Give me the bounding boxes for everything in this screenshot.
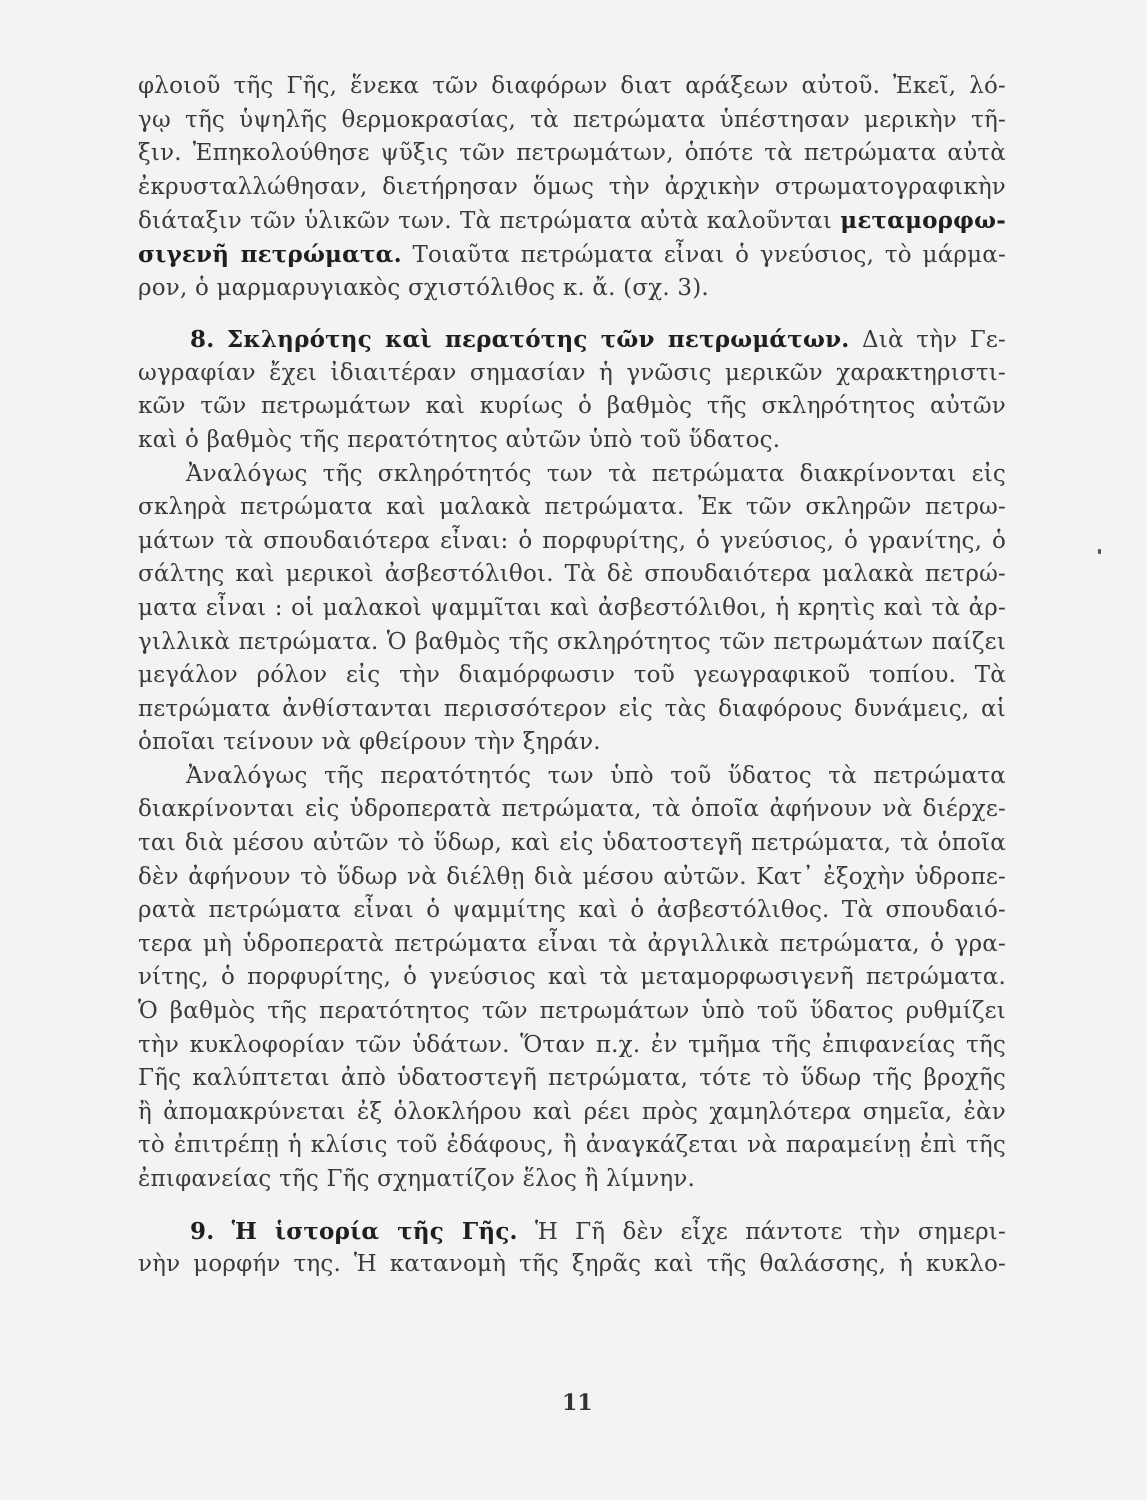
text-line: γῳ τῆς ὑψηλῆς θερμοκρασίας, τὰ πετρώματα ὑπέστησαν μερικὴν τῆ-: [138, 106, 1006, 133]
text-line: ρον, ὁ μαρμαρυγιακὸς σχιστόλιθος κ. ἄ. (σχ. 3).: [138, 274, 709, 301]
text-line: γιλλικὰ πετρώματα. Ὁ βαθμὸς τῆς σκληρότητος τῶν πετρωμάτων παίζει: [138, 628, 1006, 655]
text-line: ωγραφίαν ἔχει ἰδιαιτέραν σημασίαν ἡ γνῶσις μερικῶν χαρακτηριστι-: [138, 359, 1006, 386]
section-title: Ἡ ἱστορία τῆς Γῆς.: [231, 1217, 518, 1245]
text-line: διακρίνονται εἰς ὑδροπερατὰ πετρώματα, τὰ ὁποῖα ἀφήνουν νὰ διέρχε-: [138, 796, 1006, 823]
text-line: δὲν ἀφήνουν τὸ ὕδωρ νὰ διέλθῃ διὰ μέσου αὐτῶν. Κατ᾽ ἐξοχὴν ὑδροπε-: [138, 863, 1006, 890]
text-line: σκληρὰ πετρώματα καὶ μαλακὰ πετρώματα. Ἐκ τῶν σκληρῶν πετρω-: [138, 494, 1006, 521]
text-line: Γῆς καλύπτεται ἀπὸ ὑδατοστεγῆ πετρώματα, τότε τὸ ὕδωρ τῆς βροχῆς: [138, 1065, 1006, 1092]
text-line: πετρώματα ἀνθίστανται περισσότερον εἰς τὰς διαφόρους δυνάμεις, αἱ: [138, 695, 1006, 722]
text-line: ματα εἶναι : οἱ μαλακοὶ ψαμμῖται καὶ ἀσβεστόλιθοι, ἡ κρητὶς καὶ τὰ ἀρ-: [138, 594, 1006, 621]
section-number: 9.: [190, 1217, 215, 1245]
text-line: ται διὰ μέσου αὐτῶν τὸ ὕδωρ, καὶ εἰς ὑδατοστεγῆ πετρώματα, τὰ ὁποῖα: [138, 830, 1006, 857]
text-line: σάλτης καὶ μερικοὶ ἀσβεστόλιθοι. Τὰ δὲ σπουδαιότερα μαλακὰ πετρώ-: [138, 561, 1006, 588]
text-line: τερα μὴ ὑδροπερατὰ πετρώματα εἶναι τὰ ἀργιλλικὰ πετρώματα, ὁ γρα-: [138, 930, 1006, 957]
section-title: Σκληρότης καὶ περατότης τῶν πετρωμάτων.: [226, 326, 850, 354]
page-text: [138, 70, 1006, 1282]
text-line: Ἀναλόγως τῆς σκληρότητός των τὰ πετρώματα διακρίνονται εἰς: [186, 460, 1006, 487]
text-line: ἐκρυσταλλώθησαν, διετήρησαν ὅμως τὴν ἀρχικὴν στρωματογραφικὴν: [138, 173, 1006, 200]
text-line: κῶν τῶν πετρωμάτων καὶ κυρίως ὁ βαθμὸς τῆς σκληρότητος αὐτῶν: [138, 393, 1006, 420]
text-line: ἢ ἀπομακρύνεται ἐξ ὁλοκλήρου καὶ ρέει πρὸς χαμηλότερα σημεῖα, ἐὰν: [138, 1098, 1006, 1125]
text-line: [138, 204, 1006, 238]
section-heading-line: [138, 1215, 1006, 1249]
text-line: ξιν. Ἐπηκολούθησε ψῦξις τῶν πετρωμάτων, ὁπότε τὰ πετρώματα αὐτὰ: [138, 140, 1006, 167]
text-line: [138, 238, 1006, 272]
text-fragment: διάταξιν τῶν ὑλικῶν των. Τὰ πετρώματα αὐτὰ καλοῦνται: [138, 208, 833, 235]
scan-speck: [1098, 549, 1101, 554]
text-line: νίτης, ὁ πορφυρίτης, ὁ γνεύσιος καὶ τὰ μεταμορφωσιγενῆ πετρώματα.: [138, 964, 1006, 991]
text-line: φλοιοῦ τῆς Γῆς, ἕνεκα τῶν διαφόρων διατ αράξεων αὐτοῦ. Ἐκεῖ, λό-: [138, 73, 1006, 99]
text-line: μεγάλον ρόλον εἰς τὴν διαμόρφωσιν τοῦ γεωγραφικοῦ τοπίου. Τὰ: [138, 662, 1006, 689]
text-fragment: Τοιαῦτα πετρώματα εἶναι ὁ γνεύσιος, τὸ μάρμα-: [401, 241, 1006, 268]
text-line: ρατὰ πετρώματα εἶναι ὁ ψαμμίτης καὶ ὁ ἀσβεστόλιθος. Τὰ σπουδαιό-: [138, 897, 1006, 924]
text-line: τὴν κυκλοφορίαν τῶν ὑδάτων. Ὅταν π.χ. ἐν τμῆμα τῆς ἐπιφανείας τῆς: [138, 1031, 1006, 1058]
section-heading-line: [138, 323, 1006, 357]
section-gap: [138, 1197, 1006, 1215]
bold-term: σιγενῆ πετρώματα.: [138, 240, 402, 268]
text-fragment: Ἡ Γῆ δὲν εἶχε πάντοτε τὴν σημερι-: [517, 1218, 1006, 1245]
text-line: νὴν μορφήν της. Ἡ κατανομὴ τῆς ξηρᾶς καὶ τῆς θαλάσσης, ἡ κυκλο-: [138, 1251, 1006, 1278]
text-line: ἐπιφανείας τῆς Γῆς σχηματίζον ἕλος ἢ λίμνην.: [138, 1166, 696, 1192]
page-number: 11: [562, 1390, 593, 1416]
section-number: 8.: [190, 326, 215, 354]
text-line: μάτων τὰ σπουδαιότερα εἶναι: ὁ πορφυρίτης, ὁ γνεύσιος, ὁ γρανίτης, ὁ: [138, 527, 1006, 554]
text-line: ὁποῖαι τείνουν νὰ φθείρουν τὴν ξηράν.: [138, 729, 601, 756]
text-fragment: Διὰ τὴν Γε-: [849, 327, 1006, 354]
section-gap: [138, 305, 1006, 323]
bold-term: μεταμορφω-: [840, 207, 1006, 235]
text-line: καὶ ὁ βαθμὸς τῆς περατότητος αὐτῶν ὑπὸ τοῦ ὕδατος.: [138, 426, 781, 453]
text-line: Ὁ βαθμὸς τῆς περατότητος τῶν πετρωμάτων ὑπὸ τοῦ ὕδατος ρυθμίζει: [138, 998, 1006, 1025]
text-line: τὸ ἐπιτρέπῃ ἡ κλίσις τοῦ ἐδάφους, ἢ ἀναγκάζεται νὰ παραμείνῃ ἐπὶ τῆς: [138, 1132, 1006, 1159]
text-line: Ἀναλόγως τῆς περατότητός των ὑπὸ τοῦ ὕδατος τὰ πετρώματα: [186, 762, 1006, 789]
